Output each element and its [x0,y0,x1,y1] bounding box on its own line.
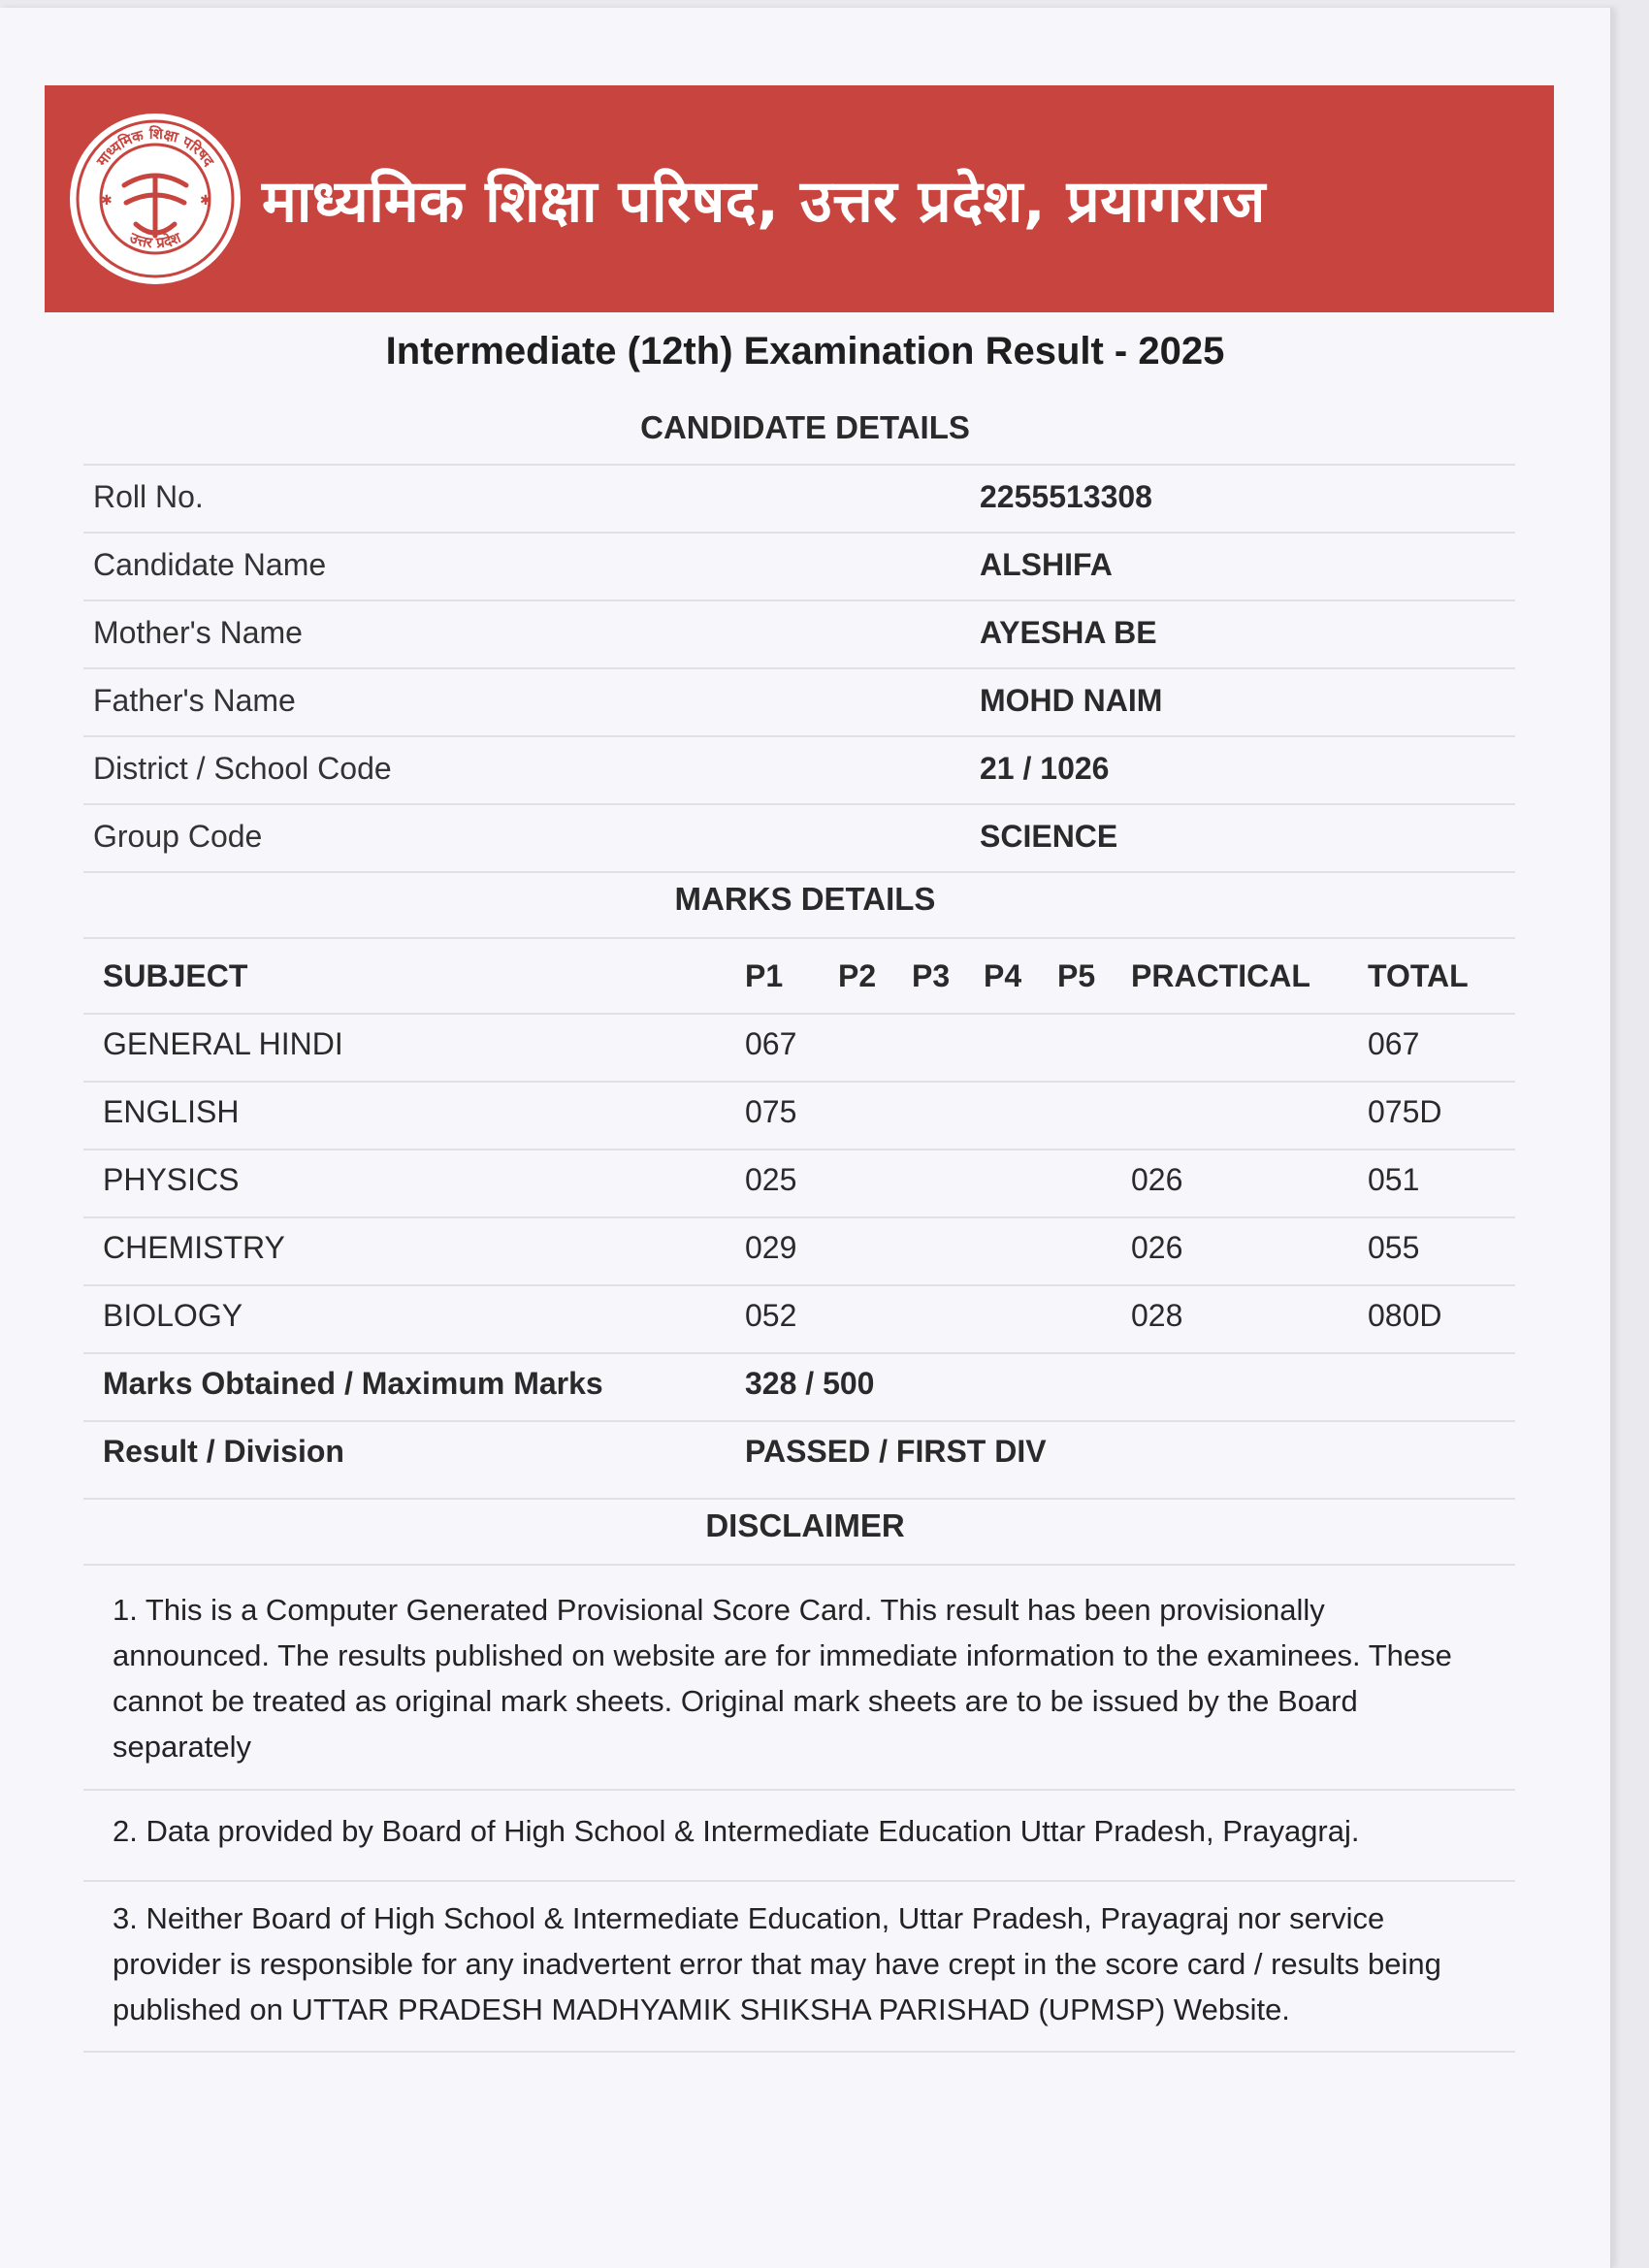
candidate-row-roll [93,464,1509,532]
total-cell: 055 [1368,1230,1420,1265]
candidate-row-mother [93,599,1509,667]
col-p4: P4 [984,958,1022,993]
svg-text:✱: ✱ [101,192,113,208]
candidate-details-heading: CANDIDATE DETAILS [640,409,970,445]
p1-cell: 052 [745,1298,797,1333]
col-practical: PRACTICAL [1131,958,1310,993]
summary-row-result [103,1420,1509,1488]
total-cell: 080D [1368,1298,1442,1333]
col-p3: P3 [912,958,951,993]
row-value: ALSHIFA [980,547,1113,582]
divider [83,937,1515,939]
candidate-row-district [93,735,1509,803]
row-label: District / School Code [93,751,392,786]
col-total: TOTAL [1368,958,1469,993]
seal-top-text: माध्यमिक शिक्षा परिषद [92,124,218,170]
header-banner [45,85,1554,312]
divider [83,871,1515,873]
practical-cell: 026 [1131,1162,1183,1197]
row-value: 21 / 1026 [980,751,1110,786]
table-row [103,1081,1509,1149]
svg-text:✱: ✱ [200,192,211,208]
disclaimer-item-1: 1. This is a Computer Generated Provisional Score Card. This result has been provisionally announced. The results published on website are for immediate information to the examinees. These cannot be treated as original mark sheets. Original mark sheets are to be issued by the Board separately [113,1593,1452,1764]
divider [83,1880,1515,1882]
row-value: 2255513308 [980,479,1152,514]
subject-cell: GENERAL HINDI [103,1026,343,1061]
practical-cell: 026 [1131,1230,1183,1265]
table-row [103,1149,1509,1216]
practical-cell: 028 [1131,1298,1183,1333]
divider [83,1564,1515,1566]
row-label: Father's Name [93,683,296,718]
col-p1: P1 [745,958,784,993]
exam-title: Intermediate (12th) Examination Result - 2025 [385,330,1225,373]
col-subject: SUBJECT [103,958,248,993]
row-label: Roll No. [93,479,204,514]
disclaimer-item-2: 2. Data provided by Board of High School & Intermediate Education Uttar Pradesh, Prayagraj. [113,1814,1360,1848]
p1-cell: 029 [745,1230,797,1265]
candidate-row-father [93,667,1509,735]
row-value: MOHD NAIM [980,683,1163,718]
row-label: Candidate Name [93,547,327,582]
table-row [103,1216,1509,1284]
marks-header-row [103,945,1509,1013]
summary-value: PASSED / FIRST DIV [745,1434,1047,1469]
board-seal-icon [66,110,244,288]
subject-cell: PHYSICS [103,1162,240,1197]
col-p2: P2 [838,958,877,993]
candidate-row-group [93,803,1509,871]
candidate-row-name [93,532,1509,599]
row-value: SCIENCE [980,819,1118,854]
summary-label: Result / Division [103,1434,344,1469]
marks-details-heading: MARKS DETAILS [674,881,936,917]
subject-cell: BIOLOGY [103,1298,243,1333]
subject-cell: ENGLISH [103,1094,240,1129]
summary-value: 328 / 500 [745,1366,875,1401]
board-name: माध्यमिक शिक्षा परिषद, उत्तर प्रदेश, प्रयागराज [262,168,1266,236]
divider [83,1498,1515,1500]
subject-cell: CHEMISTRY [103,1230,285,1265]
row-value: AYESHA BE [980,615,1157,650]
p1-cell: 075 [745,1094,797,1129]
total-cell: 075D [1368,1094,1442,1129]
disclaimer-item-3: 3. Neither Board of High School & Intermediate Education, Uttar Pradesh, Prayagraj nor service provider is responsible for any inadvertent error that may have crept in the score card / results being published on UTTAR PRADESH MADHYAMIK SHIKSHA PARISHAD (UPMSP) Website. [113,1901,1441,2026]
disclaimer-heading: DISCLAIMER [705,1507,905,1543]
p1-cell: 025 [745,1162,797,1197]
summary-label: Marks Obtained / Maximum Marks [103,1366,603,1401]
table-row [103,1013,1509,1081]
col-p5: P5 [1057,958,1096,993]
seal-bottom-text: उत्तर प्रदेश [127,228,183,252]
total-cell: 051 [1368,1162,1420,1197]
table-row [103,1284,1509,1352]
row-label: Mother's Name [93,615,303,650]
divider [83,1789,1515,1791]
total-cell: 067 [1368,1026,1420,1061]
divider [83,2051,1515,2053]
result-sheet [0,8,1612,2268]
summary-row-marks [103,1352,1509,1420]
row-label: Group Code [93,819,263,854]
p1-cell: 067 [745,1026,797,1061]
